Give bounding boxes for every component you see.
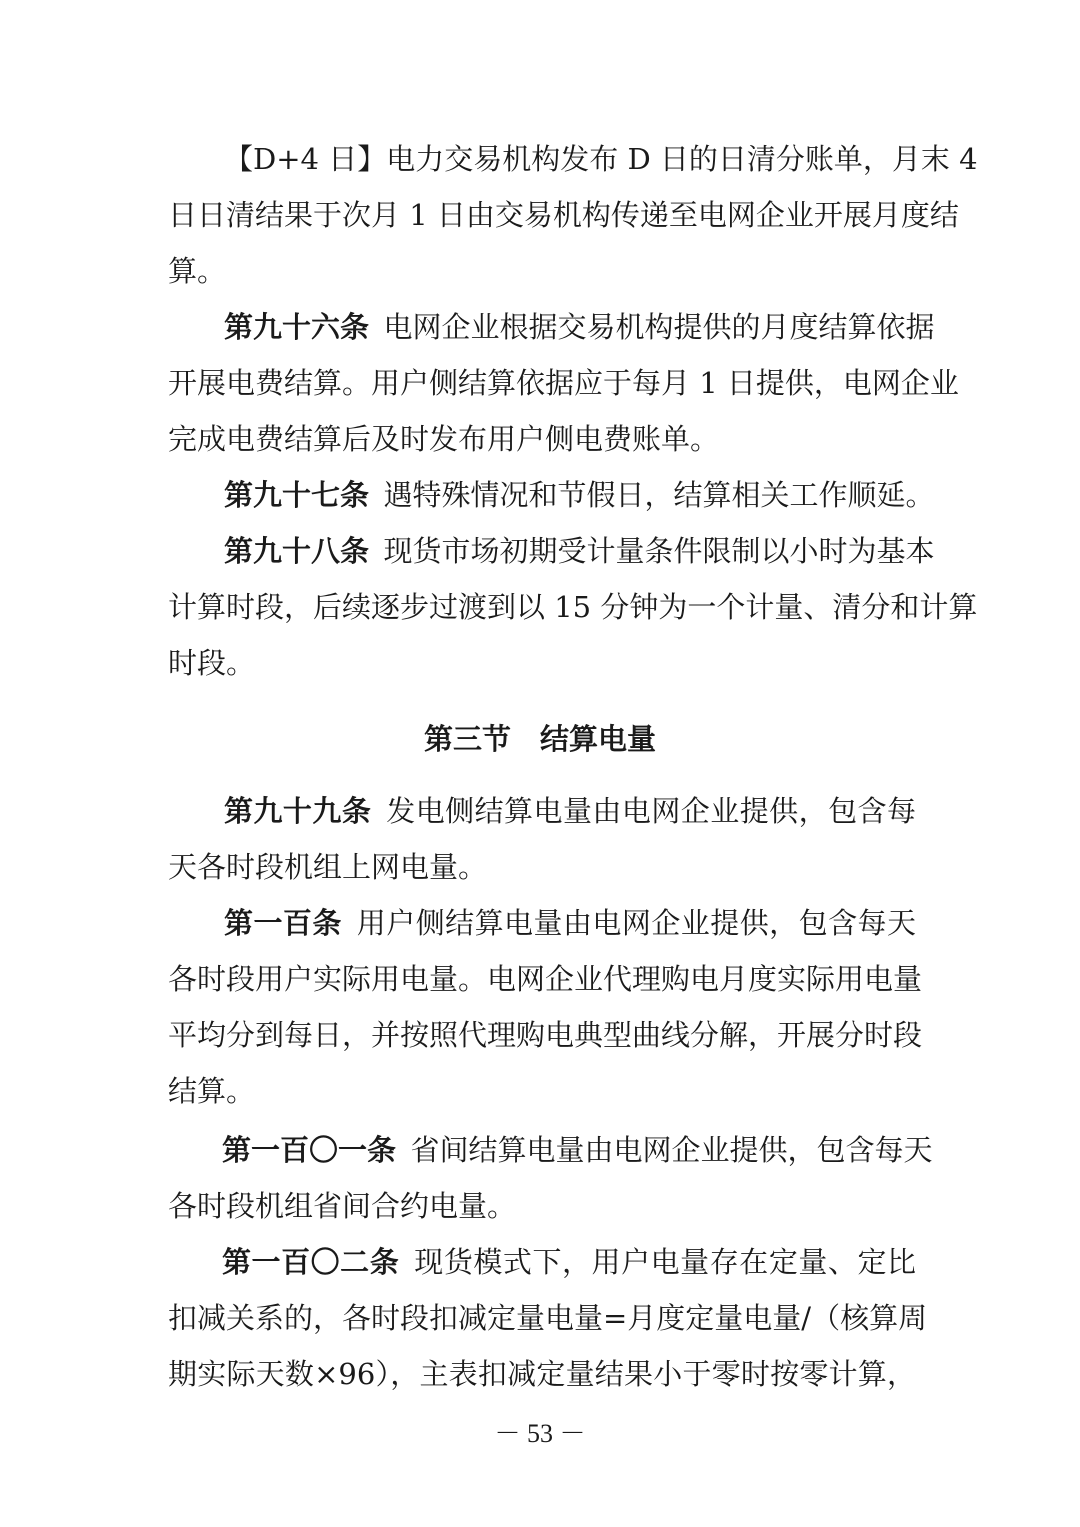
paragraph-line: 天各时段机组上网电量。	[168, 850, 488, 884]
paragraph-line: 时段。	[168, 646, 256, 680]
article-number: 第一百条	[224, 906, 342, 940]
article-number: 第一百〇一条	[222, 1133, 397, 1167]
paragraph-line: 完成电费结算后及时发布用户侧电费账单。	[168, 422, 720, 456]
paragraph-line: 计算时段，后续逐步过渡到以 15 分钟为一个计量、清分和计算	[168, 590, 978, 624]
paragraph-line: 日日清结果于次月 1 日由交易机构传递至电网企业开展月度结	[168, 198, 959, 232]
article-number: 第一百〇二条	[222, 1245, 400, 1279]
paragraph-line: 【D+4 日】电力交易机构发布 D 日的日清分账单，月末 4	[224, 142, 978, 176]
paragraph-line: 各时段机组省间合约电量。	[168, 1189, 517, 1223]
article-number: 第九十九条	[224, 794, 372, 828]
article-102-line: 第一百〇二条 现货模式下，用户电量存在定量、定比	[222, 1245, 916, 1279]
paragraph-line: 各时段用户实际用电量。电网企业代理购电月度实际用电量	[168, 962, 923, 996]
article-101-line: 第一百〇一条 省间结算电量由电网企业提供，包含每天	[222, 1133, 933, 1167]
section-title: 第三节 结算电量	[423, 722, 656, 756]
article-98-line: 第九十八条 现货市场初期受计量条件限制以小时为基本	[224, 534, 935, 568]
article-100-line: 第一百条 用户侧结算电量由电网企业提供，包含每天	[224, 906, 916, 940]
article-number: 第九十八条	[224, 534, 370, 568]
paragraph-line: 扣减关系的，各时段扣减定量电量=月度定量电量/（核算周	[168, 1301, 928, 1335]
article-99-line: 第九十九条 发电侧结算电量由电网企业提供，包含每	[224, 794, 916, 828]
paragraph-line: 开展电费结算。用户侧结算依据应于每月 1 日提供，电网企业	[168, 366, 959, 400]
article-97-line: 第九十七条 遇特殊情况和节假日，结算相关工作顺延。	[224, 478, 935, 512]
paragraph-line: 期实际天数×96），主表扣减定量结果小于零时按零计算，	[168, 1357, 916, 1391]
paragraph-line: 平均分到每日，并按照代理购电典型曲线分解，开展分时段	[168, 1018, 923, 1052]
paragraph-line: 结算。	[168, 1074, 256, 1108]
article-number: 第九十七条	[224, 478, 370, 512]
paragraph-line: 算。	[168, 254, 227, 288]
article-number: 第九十六条	[224, 310, 370, 344]
page-number: － 53 －	[494, 1419, 586, 1448]
article-96-line: 第九十六条 电网企业根据交易机构提供的月度结算依据	[224, 310, 935, 344]
